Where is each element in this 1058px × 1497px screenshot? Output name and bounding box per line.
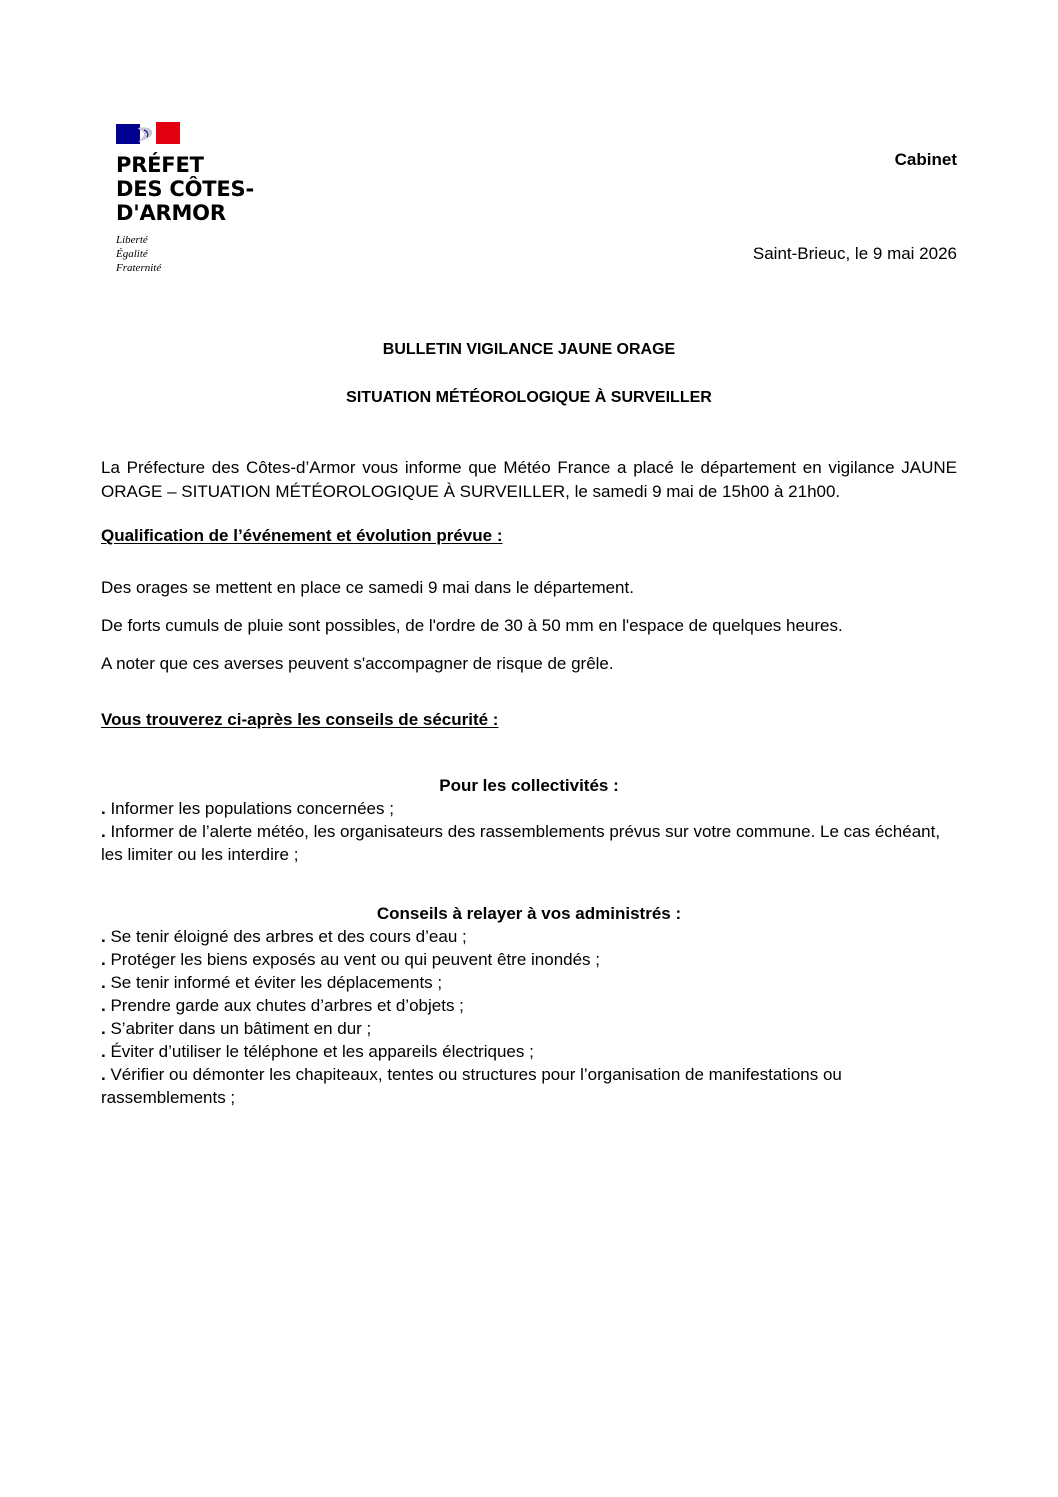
service-name: Cabinet (894, 150, 957, 169)
bullet: . (101, 950, 106, 969)
bullet: . (101, 799, 106, 818)
list-item (101, 797, 957, 820)
list-item (101, 1040, 957, 1063)
administres-list (101, 925, 957, 1109)
bullet: . (101, 1065, 106, 1084)
bulletin-subtitle: SITUATION MÉTÉOROLOGIQUE À SURVEILLER (346, 389, 712, 406)
bullet: . (101, 1019, 106, 1038)
bullet: . (101, 927, 106, 946)
list-item-text: Informer de l’alerte météo, les organisateurs des rassemblements prévus sur votre commune. Le cas échéant, les limiter ou les interdire ; (101, 822, 941, 864)
list-item (101, 1063, 957, 1109)
bulletin-body (101, 456, 957, 1109)
qualification-paragraph: A noter que ces averses peuvent s'accompagner de risque de grêle. (101, 654, 614, 673)
list-item-text: Vérifier ou démonter les chapiteaux, tentes ou structures pour l’organisation de manifestations ou rassemblements ; (101, 1065, 842, 1107)
list-item-text: Prendre garde aux chutes d’arbres et d’objets ; (105, 996, 464, 1015)
motto-line: Égalité (116, 248, 148, 260)
list-item (101, 820, 957, 866)
list-item (101, 948, 957, 971)
qualification-paragraph: De forts cumuls de pluie sont possibles, de l'ordre de 30 à 50 mm en l'espace de quelques heures. (101, 616, 843, 635)
list-item (101, 925, 957, 948)
bullet: . (101, 822, 106, 841)
motto-line: Liberté (116, 234, 148, 246)
list-item (101, 994, 957, 1017)
list-item (101, 1017, 957, 1040)
prefecture-logo (116, 122, 286, 275)
bullet: . (101, 973, 106, 992)
logo-line: D'ARMOR (116, 201, 226, 225)
list-item (101, 971, 957, 994)
marianne-flag-icon (116, 122, 180, 146)
group-title-collectivites: Pour les collectivités : (439, 776, 619, 795)
logo-line: PRÉFET (116, 153, 204, 177)
bulletin-title: BULLETIN VIGILANCE JAUNE ORAGE (382, 341, 676, 358)
motto (116, 233, 286, 275)
list-item-text: S’abriter dans un bâtiment en dur ; (105, 1019, 372, 1038)
motto-line: Fraternité (116, 262, 162, 274)
list-item-text: Se tenir éloigné des arbres et des cours d’eau ; (105, 927, 467, 946)
list-item-text: Se tenir informé et éviter les déplacements ; (105, 973, 443, 992)
advice-title: Vous trouverez ci-après les conseils de sécurité : (101, 710, 499, 729)
list-item-text: Protéger les biens exposés au vent ou qui peuvent être inondés ; (105, 950, 601, 969)
bullet: . (101, 1042, 106, 1061)
bullet: . (101, 996, 106, 1015)
group-title-administres: Conseils à relayer à vos administrés : (376, 904, 682, 923)
collectivites-list (101, 797, 957, 866)
logo-title (116, 153, 286, 225)
list-item-text: Éviter d’utiliser le téléphone et les appareils électriques ; (105, 1042, 534, 1061)
list-item-text: Informer les populations concernées ; (105, 799, 394, 818)
date-line: Saint-Brieuc, le 9 mai 2026 (752, 244, 957, 263)
qualification-paragraph: Des orages se mettent en place ce samedi 9 mai dans le département. (101, 578, 634, 597)
logo-line: DES CÔTES- (116, 177, 254, 201)
intro-paragraph: La Préfecture des Côtes-d’Armor vous informe que Météo France a placé le département en vigilance JAUNE ORAGE – SITUATION MÉTÉOROLOGIQUE À SURVEILLER, le samedi 9 mai de 15h00 à 21h00. (101, 458, 957, 501)
qualification-title: Qualification de l’événement et évolution prévue : (101, 526, 503, 545)
